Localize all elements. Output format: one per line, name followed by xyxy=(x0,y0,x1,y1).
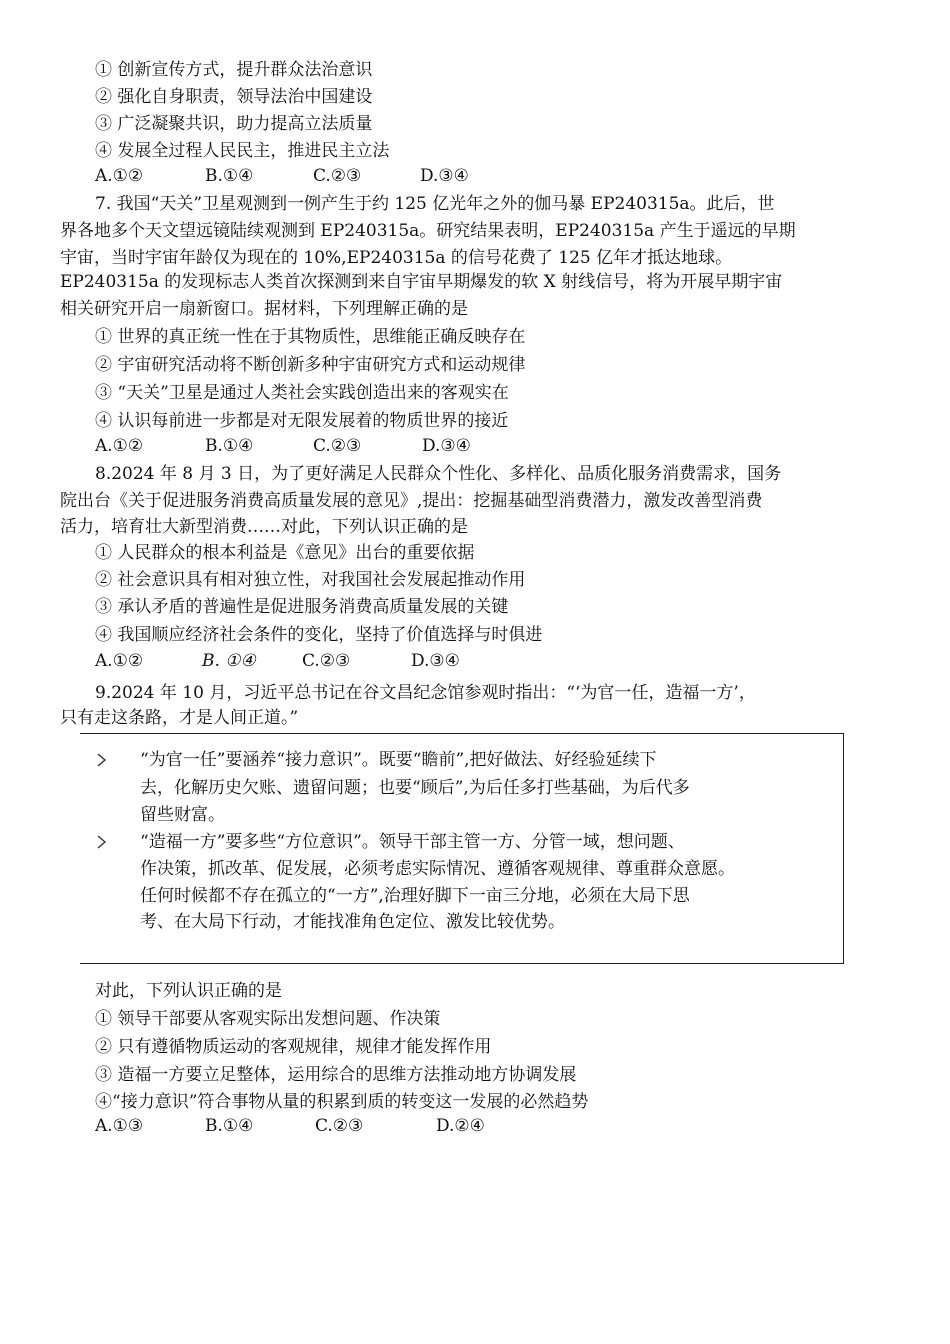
q6-option-d: D.③④ xyxy=(420,166,469,186)
q8-item-1: ① 人民群众的根本利益是《意见》出台的重要依据 xyxy=(95,543,475,563)
q6-item-4: ④ 发展全过程人民民主，推进民主立法 xyxy=(95,141,390,161)
q7-stem-line-4: EP240315a 的发现标志人类首次探测到来自宇宙早期爆发的软 X 射线信号，将为开展早期宇宙 xyxy=(60,272,783,292)
q9-box-para2-line-3: 任何时候都不存在孤立的“一方”,治理好脚下一亩三分地，必须在大局下思 xyxy=(140,886,690,906)
q9-item-3: ③ 造福一方要立足整体，运用综合的思维方法推动地方协调发展 xyxy=(95,1065,577,1085)
q9-option-b: B.①④ xyxy=(205,1116,254,1136)
q6-option-a: A.①② xyxy=(95,166,144,186)
q9-question: 对此，下列认识正确的是 xyxy=(95,981,282,1001)
q7-stem-line-1: 7. 我国“天关”卫星观测到一例产生于约 125 亿光年之外的伽马暴 EP240315a。此后，世 xyxy=(95,194,775,214)
q7-item-2: ② 宇宙研究活动将不断创新多种宇宙研究方式和运动规律 xyxy=(95,355,526,375)
q8-stem-line-1: 8.2024 年 8 月 3 日，为了更好满足人民群众个性化、多样化、品质化服务消费需求，国务 xyxy=(95,464,782,484)
q6-item-3: ③ 广泛凝聚共识，助力提高立法质量 xyxy=(95,114,373,134)
q7-stem-line-5: 相关研究开启一扇新窗口。据材料，下列理解正确的是 xyxy=(60,299,468,319)
q9-option-d: D.②④ xyxy=(436,1116,485,1136)
q8-item-4: ④ 我国顺应经济社会条件的变化，坚持了价值选择与时俱进 xyxy=(95,625,543,645)
q7-item-1: ① 世界的真正统一性在于其物质性，思维能正确反映存在 xyxy=(95,327,526,347)
q9-item-4: ④“接力意识”符合事物从量的积累到质的转变这一发展的必然趋势 xyxy=(95,1092,589,1112)
q7-stem-line-2: 界各地多个天文望远镜陆续观测到 EP240315a。研究结果表明，EP240315a 产生于遥远的早期 xyxy=(60,221,796,241)
q7-option-d: D.③④ xyxy=(422,436,471,456)
q7-stem-line-3: 宇宙，当时宇宙年龄仅为现在的 10%,EP240315a 的信号花费了 125 亿年才抵达地球。 xyxy=(60,248,733,268)
q8-item-2: ② 社会意识具有相对独立性，对我国社会发展起推动作用 xyxy=(95,570,526,590)
q8-stem-line-2: 院出台《关于促进服务消费高质量发展的意见》,提出：挖掘基础型消费潜力，激发改善型消费 xyxy=(60,491,763,511)
q9-option-c: C.②③ xyxy=(315,1116,364,1136)
q9-stem-line-1: 9.2024 年 10 月，习近平总书记在谷文昌纪念馆参观时指出：“‘为官一任，造福一方’， xyxy=(95,683,756,703)
q8-option-a: A.①② xyxy=(95,651,144,671)
q9-item-1: ① 领导干部要从客观实际出发想问题、作决策 xyxy=(95,1009,441,1029)
q6-option-c: C.②③ xyxy=(313,166,362,186)
q9-option-a: A.①③ xyxy=(95,1116,144,1136)
q7-option-a: A.①② xyxy=(95,436,144,456)
q8-option-b: B. ①④ xyxy=(202,651,256,671)
q8-option-d: D.③④ xyxy=(411,651,460,671)
q6-item-2: ② 强化自身职责，领导法治中国建设 xyxy=(95,87,373,107)
q7-item-4: ④ 认识每前进一步都是对无限发展着的物质世界的接近 xyxy=(95,411,509,431)
q8-stem-line-3: 活力，培育壮大新型消费……对此，下列认识正确的是 xyxy=(60,517,468,537)
q9-box-para1-line-2: 去，化解历史欠账、遗留问题；也要“顾后”,为后任多打些基础，为后代多 xyxy=(140,778,690,798)
q9-stem-line-2: 只有走这条路，才是人间正道。” xyxy=(60,708,299,728)
q6-option-b: B.①④ xyxy=(205,166,254,186)
q6-item-1: ① 创新宣传方式，提升群众法治意识 xyxy=(95,60,373,80)
q9-box-para2-line-4: 考、在大局下行动，才能找准角色定位、激发比较优势。 xyxy=(140,912,565,932)
q9-box-para1-line-1: “为官一任”要涵养“接力意识”。既要“瞻前”,把好做法、好经验延续下 xyxy=(140,750,657,770)
q9-box-para2-line-1: “造福一方”要多些“方位意识”。领导干部主管一方、分管一域，想问题、 xyxy=(140,832,685,852)
q8-option-c: C.②③ xyxy=(302,651,351,671)
q9-item-2: ② 只有遵循物质运动的客观规律，规律才能发挥作用 xyxy=(95,1037,492,1057)
q9-box-para1-line-3: 留些财富。 xyxy=(140,805,225,825)
q7-option-c: C.②③ xyxy=(313,436,362,456)
q7-item-3: ③ “天关”卫星是通过人类社会实践创造出来的客观实在 xyxy=(95,383,509,403)
q9-box-para2-line-2: 作决策，抓改革、促发展，必须考虑实际情况、遵循客观规律、尊重群众意愿。 xyxy=(140,859,735,879)
q8-item-3: ③ 承认矛盾的普遍性是促进服务消费高质量发展的关键 xyxy=(95,597,509,617)
chevron-right-icon xyxy=(96,752,108,771)
q7-option-b: B.①④ xyxy=(205,436,254,456)
chevron-right-icon xyxy=(96,834,108,853)
